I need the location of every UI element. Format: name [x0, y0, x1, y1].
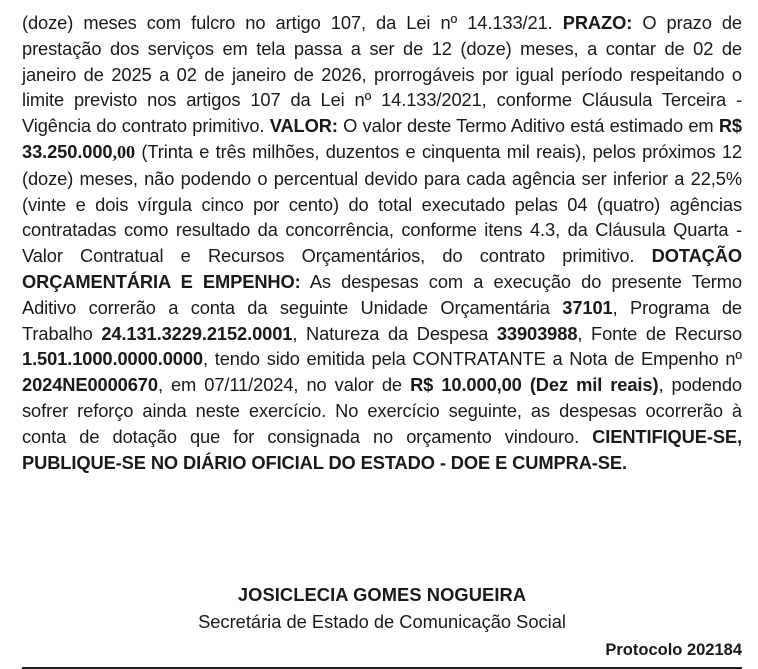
text-segment: (Trinta e três milhões, duzentos e cinquenta mil reais), pelos próximos 12 (doze) meses, não podendo o percentual devido para cada agência ser inferior a 22,5% (vinte e dois vírgula cinco por cento) do total executado pelas 04 (quatro) agências contratadas como resultado da concorrência, conforme itens 4.3, da Cláusula Quarta - Valor Contratual e Recursos Orçamentários, do contrato primitivo.	[22, 140, 742, 267]
natureza-despesa: 33903988	[496, 322, 578, 344]
body-paragraph	[22, 10, 742, 475]
prazo-label: PRAZO:	[562, 12, 633, 33]
text-segment: O valor deste Termo Aditivo está estimado em	[337, 115, 719, 137]
text-segment: As despesas com a execução do presente Termo Aditivo correrão a conta da seguinte Unidade Orçamentária	[22, 270, 742, 318]
dotacao-label: DOTAÇÃO ORÇAMENTÁRIA E EMPENHO:	[22, 245, 742, 292]
valor-label: VALOR:	[269, 115, 338, 137]
text-segment: , Fonte de Recurso	[577, 322, 743, 344]
text-segment: O prazo de prestação dos serviços em tela passa a ser de 12 (doze) meses, a contar de 02 de janeiro de 2025 a 02 de janeiro de 2026, prorrogáveis por igual período respeitando o limite previsto nos artigos 107 da Lei nº 14.133/2021, conforme Cláusula Terceira - Vigência do contrato primitivo.	[22, 12, 743, 137]
document-page	[22, 10, 743, 659]
nota-empenho: 2024NE0000670	[22, 374, 158, 396]
text-segment: (doze) meses com fulcro no artigo 107, da Lei nº 14.133/21.	[22, 12, 563, 33]
text-segment: , tendo sido emitida pela CONTRATANTE a Nota de Empenho nº	[203, 348, 742, 370]
text-segment: , podendo sofrer reforço ainda neste exercício. No exercício seguinte, as despesas ocorrerão à conta de dotação que for consignada no orçamento vindouro.	[22, 374, 742, 447]
valor-cents: ,00	[112, 141, 136, 162]
text-segment: , Programa de Trabalho	[22, 296, 742, 344]
programa-trabalho: 24.131.3229.2152.0001	[101, 322, 293, 344]
empenho-valor: R$ 10.000,00 (Dez mil reais)	[410, 374, 659, 396]
protocol-number: Protocolo 202184	[605, 641, 742, 659]
text-segment: , em 07/11/2024, no valor de	[157, 374, 411, 396]
unidade-orcamentaria: 37101	[562, 296, 613, 318]
signatory-title: Secretária de Estado de Comunicação Social	[198, 611, 566, 632]
valor-amount: R$ 33.250.000	[22, 115, 742, 162]
signatory-name: JOSICLECIA GOMES NOGUEIRA	[237, 584, 527, 605]
closing-statement: CIENTIFIQUE-SE, PUBLIQUE-SE NO DIÁRIO OFICIAL DO ESTADO - DOE E CUMPRA-SE.	[22, 425, 742, 473]
fonte-recurso: 1.501.1000.0000.0000	[22, 348, 203, 370]
text-segment: , Natureza da Despesa	[292, 322, 497, 344]
